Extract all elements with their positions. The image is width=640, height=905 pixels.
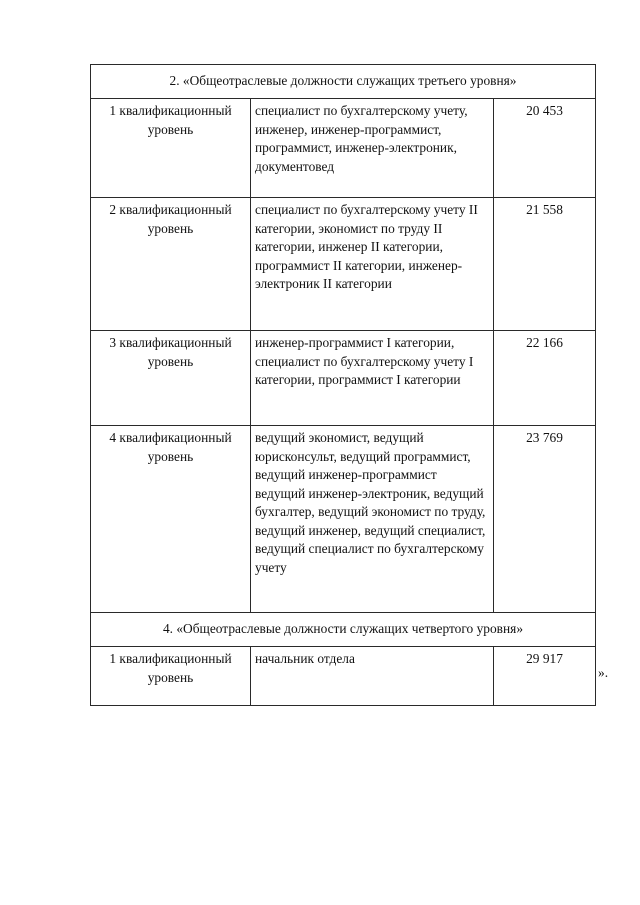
qualification-level: 3 квалификационный уровень <box>91 331 251 426</box>
qualification-level: 1 квалификационный уровень <box>91 647 251 706</box>
positions-list: инженер-программист I категории, специалист по бухгалтерскому учету I категории, программист I категории <box>251 331 494 426</box>
table-row <box>91 198 596 331</box>
table-row <box>91 426 596 613</box>
table-row <box>91 647 596 706</box>
section-header-row <box>91 65 596 99</box>
table-row <box>91 331 596 426</box>
salary-value: 21 558 <box>494 198 596 331</box>
positions-list: ведущий экономист, ведущий юрисконсульт, ведущий программист, ведущий инженер-программист ведущий инженер-электроник, ведущий бухгалтер, ведущий экономист по труду, ведущий инженер, ведущий специалист, ведущий специалист по бухгалтерскому учету <box>251 426 494 613</box>
section-title: 4. «Общеотраслевые должности служащих четвертого уровня» <box>91 613 596 647</box>
qualification-level: 1 квалификационный уровень <box>91 99 251 198</box>
positions-list: начальник отдела <box>251 647 494 706</box>
section-header-row <box>91 613 596 647</box>
salary-value: 29 917 <box>494 647 596 706</box>
qualification-level: 4 квалификационный уровень <box>91 426 251 613</box>
salary-value: 20 453 <box>494 99 596 198</box>
salary-value: 22 166 <box>494 331 596 426</box>
salary-value: 23 769 <box>494 426 596 613</box>
closing-quote-mark: ». <box>598 665 609 680</box>
table-row <box>91 99 596 198</box>
section-title: 2. «Общеотраслевые должности служащих третьего уровня» <box>91 65 596 99</box>
salary-table <box>90 64 596 706</box>
positions-list: специалист по бухгалтерскому учету, инженер, инженер-программист, программист, инженер-электроник, документовед <box>251 99 494 198</box>
qualification-level: 2 квалификационный уровень <box>91 198 251 331</box>
positions-list: специалист по бухгалтерскому учету II категории, экономист по труду II категории, инженер II категории, программист II категории, инженер-электроник II категории <box>251 198 494 331</box>
